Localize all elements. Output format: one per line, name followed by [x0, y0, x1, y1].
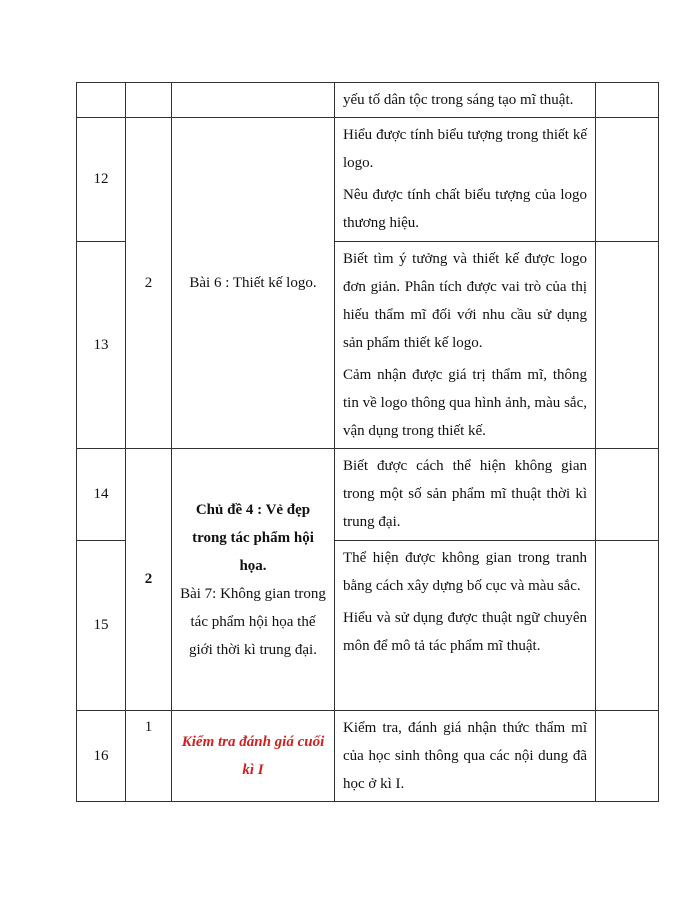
table-row [77, 83, 659, 118]
cell-periods: 2 [126, 118, 172, 449]
table-row [77, 711, 659, 802]
cell-notes [596, 242, 659, 449]
cell-lesson: Bài 6 : Thiết kế logo. [172, 118, 335, 449]
table-row [77, 118, 659, 242]
cell-notes [596, 449, 659, 541]
cell-periods: 1 [126, 711, 172, 802]
curriculum-table [76, 82, 659, 802]
cell-num: 14 [77, 449, 126, 541]
cell-notes [596, 541, 659, 711]
content-line: Biết tìm ý tưởng và thiết kế được logo đơn giản. Phân tích được vai trò của thị hiếu thẩm mĩ đối với nhu cầu sử dụng sản phẩm thiết kế logo. [343, 251, 587, 351]
content-line: yếu tố dân tộc trong sáng tạo mĩ thuật. [343, 92, 574, 108]
cell-lesson [172, 449, 335, 711]
content-line: Biết được cách thể hiện không gian trong một số sản phẩm mĩ thuật thời kì trung đại. [343, 458, 587, 530]
cell-num: 13 [77, 242, 126, 449]
cell-content [335, 711, 596, 802]
content-line: Kiểm tra, đánh giá nhận thức thẩm mĩ của học sinh thông qua các nội dung đã học ở kì I. [343, 720, 587, 792]
content-line: Hiểu và sử dụng được thuật ngữ chuyên môn để mô tả tác phẩm mĩ thuật. [343, 610, 587, 654]
cell-content [335, 242, 596, 449]
cell-content [335, 83, 596, 118]
cell-num [77, 83, 126, 118]
cell-content [335, 541, 596, 711]
cell-notes [596, 711, 659, 802]
cell-notes [596, 83, 659, 118]
cell-lesson: Kiểm tra đánh giá cuối kì I [172, 711, 335, 802]
cell-content [335, 118, 596, 242]
content-line: Thể hiện được không gian trong tranh bằng cách xây dựng bố cục và màu sắc. [343, 550, 587, 594]
cell-content [335, 449, 596, 541]
content-line: Nêu được tính chất biểu tượng của logo thương hiệu. [343, 187, 587, 231]
cell-periods: 2 [126, 449, 172, 711]
content-line: Hiểu được tính biểu tượng trong thiết kế logo. [343, 127, 587, 171]
cell-notes [596, 118, 659, 242]
lesson-title: Bài 7: Không gian trong tác phẩm hội họa thế giới thời kì trung đại. [180, 585, 326, 658]
cell-lesson [172, 83, 335, 118]
cell-num: 12 [77, 118, 126, 242]
cell-num: 16 [77, 711, 126, 802]
topic-title: Chủ đề 4 : Vẻ đẹp trong tác phẩm hội họa. [192, 501, 314, 574]
table-row [77, 449, 659, 541]
content-line: Cảm nhận được giá trị thẩm mĩ, thông tin về logo thông qua hình ảnh, màu sắc, vận dụng trong thiết kế. [343, 367, 587, 439]
cell-periods [126, 83, 172, 118]
cell-num: 15 [77, 541, 126, 711]
